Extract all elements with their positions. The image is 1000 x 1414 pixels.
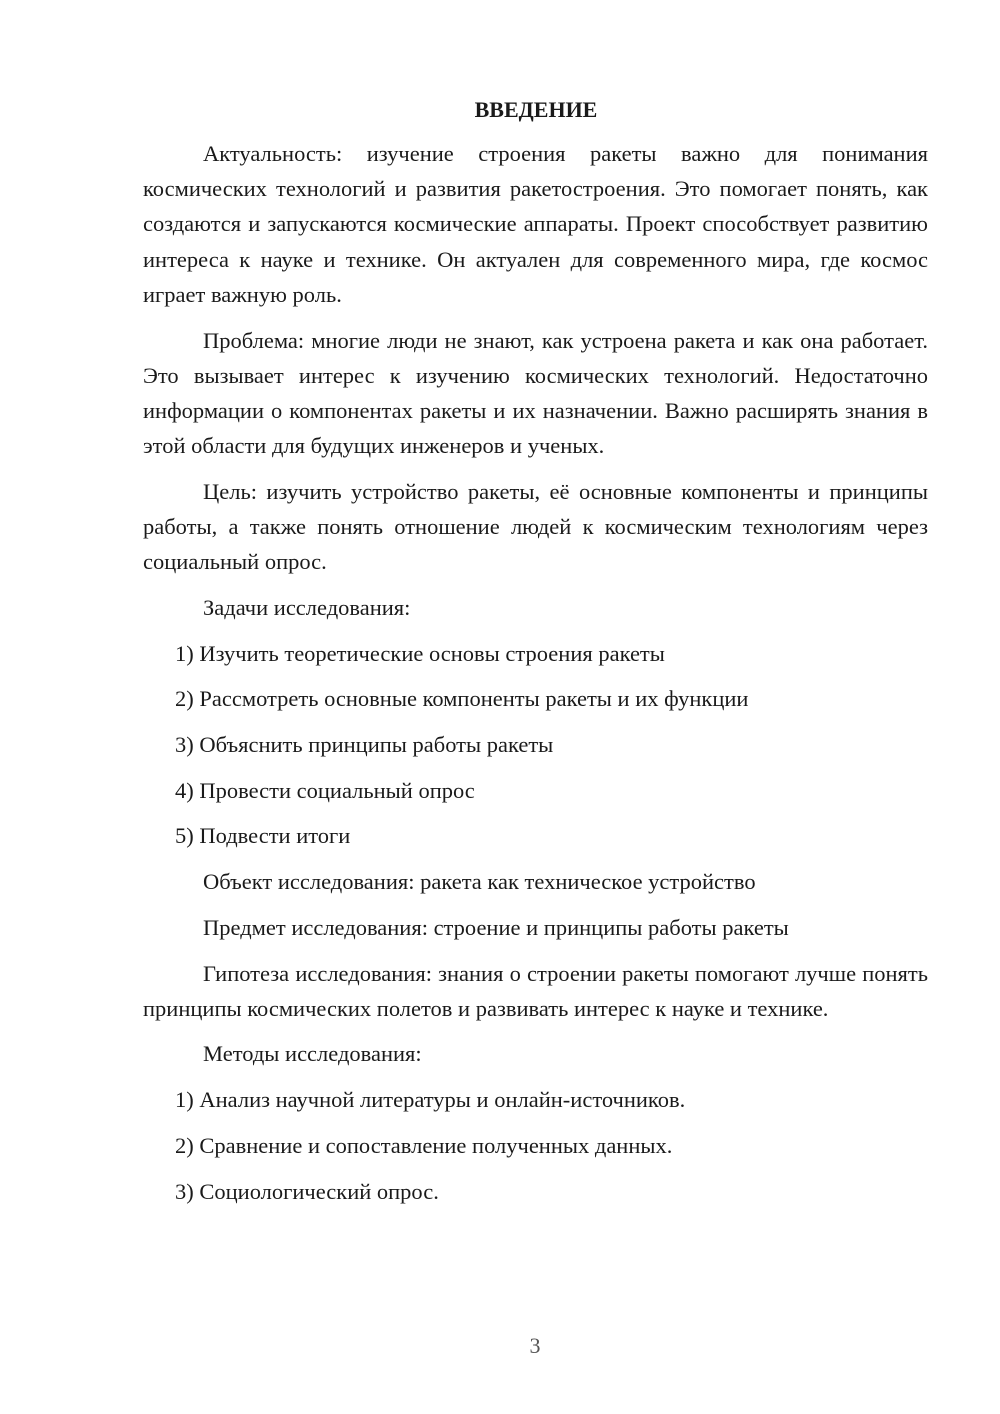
task-item: 3) Объяснить принципы работы ракеты — [175, 732, 554, 758]
methods-heading: Методы исследования: — [203, 1041, 422, 1067]
method-item: 2) Сравнение и сопоставление полученных данных. — [175, 1132, 673, 1158]
hypothesis-paragraph: Гипотеза исследования: знания о строении ракеты помогают лучше понять принципы космических полетов и развивать интерес к науке и технике. — [143, 960, 928, 1021]
method-item: 3) Социологический опрос. — [175, 1178, 439, 1204]
page-number: 3 — [529, 1333, 541, 1358]
task-item: 1) Изучить теоретические основы строения ракеты — [175, 640, 665, 666]
tasks-heading: Задачи исследования: — [203, 594, 411, 620]
method-item: 1) Анализ научной литературы и онлайн-источников. — [175, 1087, 686, 1113]
object-paragraph: Объект исследования: ракета как техническое устройство — [203, 869, 756, 895]
goal-paragraph: Цель: изучить устройство ракеты, её основные компоненты и принципы работы, а также понять отношение людей к космическим технологиям через социальный опрос. — [143, 478, 928, 575]
problem-paragraph: Проблема: многие люди не знают, как устроена ракета и как она работает. Это вызывает интерес к изучению космических технологий. Недостаточно информации о компонентах ракеты и их назначении. Важно расширять знания в этой области для будущих инженеров и ученых. — [143, 327, 928, 459]
relevance-paragraph: Актуальность: изучение строения ракеты важно для понимания космических технологий и развития ракетостроения. Это помогает понять, как создаются и запускаются космические аппараты. Проект способствует развитию интереса к науке и технике. Он актуален для современного мира, где космос играет важную роль. — [143, 141, 928, 307]
task-item: 2) Рассмотреть основные компоненты ракеты и их функции — [175, 686, 749, 712]
section-heading: ВВЕДЕНИЕ — [474, 97, 598, 122]
methods-list — [143, 1082, 928, 1209]
tasks-list — [143, 636, 928, 854]
subject-paragraph: Предмет исследования: строение и принципы работы ракеты — [203, 914, 789, 940]
page-content — [143, 94, 928, 1219]
task-item: 4) Провести социальный опрос — [175, 777, 475, 803]
task-item: 5) Подвести итоги — [175, 823, 351, 849]
